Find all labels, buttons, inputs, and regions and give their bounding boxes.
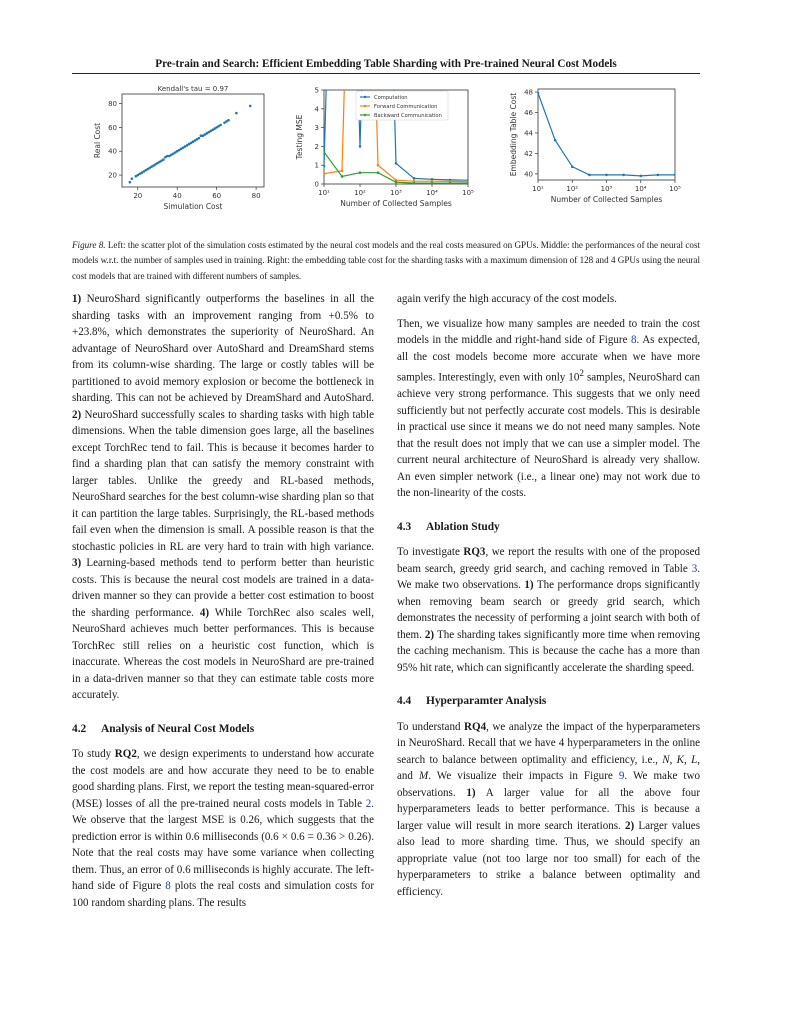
y-tick-label: 5: [314, 86, 319, 95]
running-header: Pre-train and Search: Efficient Embedding Table Sharding with Pre-trained Neural Cost Models: [155, 58, 617, 70]
x-tick-label: 10²: [354, 189, 366, 197]
series-point: [449, 182, 452, 185]
series-point: [639, 175, 642, 178]
caption-text: Left: the scatter plot of the simulation costs estimated by the neural cost models and the real costs measured on GPUs. Middle: the performances of the neural cost models w.r.t. the number of samples used in training. Right: the embedding table cost for the sharding tasks with a maximum dimension of 128 and 4 GPUs using the neural cost models that are trained with different numbers of samples.: [72, 240, 701, 281]
series-point: [377, 171, 380, 174]
chart-scatter-real-vs-simulation: [92, 84, 272, 212]
section-title: Analysis of Neural Cost Models: [101, 722, 255, 735]
series-point: [467, 182, 470, 185]
paragraph: again verify the high accuracy of the cost models.: [397, 293, 617, 305]
section-number: 4.3: [397, 520, 412, 533]
chart-title: Kendall's tau = 0.97: [157, 85, 229, 93]
y-axis-label: Real Cost: [93, 122, 102, 159]
figure-caption: [72, 238, 700, 284]
x-tick-label: 20: [133, 192, 143, 200]
x-tick-label: 10⁵: [669, 185, 681, 193]
x-axis-label: Number of Collected Samples: [340, 199, 452, 208]
legend-label: Computation: [374, 95, 408, 101]
series-point: [413, 182, 416, 185]
x-tick-label: 10³: [600, 185, 613, 193]
series-point: [657, 174, 660, 177]
paragraph: To study RQ2, we design experiments to understand how accurate the cost models are and how accurate they need to be to enable good sharding plans. First, we report the testing mean-squared-error (MSE) losses of all the pre-trained neural costs models in Table 2. We observe that the largest MSE is 0.26, which suggests that the prediction error is within 0.6 milliseconds (0.6 × 0.6 = 0.36 > 0.26). Note that the real costs may have some variance when collecting them. Thus, an error of 0.6 milliseconds is highly accurate. The left-hand side of Figure 8 plots the real costs and simulation costs for 100 random sharding plans. The results: [72, 748, 374, 909]
series-point: [359, 171, 362, 174]
x-tick-label: 10¹: [532, 185, 544, 193]
legend-label: Forward Communication: [374, 104, 438, 110]
caption-label: Figure 8.: [72, 240, 106, 250]
y-tick-label: 20: [108, 171, 117, 180]
paragraph: Then, we visualize how many samples are needed to train the cost models in the middle and right-hand side of Figure 8. As expected, all the cost models become more accurate when we have more samples. Interestingly, even with only $10^2$ samples, NeuroShard can achieve very strong performance. This suggests that we only need sufficiently but not perfectly accurate cost models. This is desirable in practical use since it means we do not need many samples. Note that the result does not imply that we can use a simpler model. The current neural architecture of NeuroShard is already very shallow. An even simpler network (i.e., a linear one) may not work due to the non-linearity of the costs.: [397, 317, 700, 500]
series-point: [395, 181, 398, 184]
section-title: Hyperparamter Analysis: [426, 695, 547, 708]
series-point: [413, 177, 416, 180]
x-tick-label: 10⁴: [426, 189, 438, 197]
chart-embedding-table-cost: [505, 84, 695, 212]
plot-area: [537, 92, 677, 177]
y-tick-label: 60: [108, 123, 117, 132]
x-tick-label: 60: [212, 192, 222, 200]
x-tick-label: 10⁴: [634, 185, 647, 193]
x-tick-label: 10¹: [318, 189, 330, 197]
plot-frame: [538, 89, 675, 180]
x-tick-label: 10³: [390, 189, 402, 197]
y-tick-label: 2: [314, 142, 319, 151]
y-tick-label: 4: [314, 105, 319, 114]
x-tick-label: 80: [251, 192, 261, 200]
y-tick-label: 0: [314, 180, 319, 189]
series-point: [377, 164, 380, 167]
y-tick-label: 80: [108, 100, 117, 109]
x-axis-label: Simulation Cost: [163, 202, 223, 211]
y-tick-label: 3: [314, 124, 319, 133]
series-point: [431, 182, 434, 185]
series-point: [571, 165, 574, 168]
y-tick-label: 48: [524, 88, 533, 97]
series-point: [341, 175, 344, 178]
series-point: [323, 172, 326, 175]
section-number: 4.4: [397, 695, 412, 708]
series-point: [622, 174, 625, 177]
series-point: [554, 139, 557, 142]
series-point: [359, 145, 362, 148]
scatter-point: [131, 177, 134, 180]
legend-marker: [364, 114, 366, 116]
y-tick-label: 42: [524, 149, 533, 158]
scatter-point: [227, 119, 230, 122]
legend-marker: [364, 96, 366, 98]
section-heading: [397, 693, 700, 710]
y-tick-label: 1: [314, 161, 319, 170]
scatter-point: [162, 158, 165, 161]
y-tick-label: 40: [108, 147, 117, 156]
legend-marker: [364, 105, 366, 107]
y-tick-label: 40: [524, 170, 533, 179]
section-number: 4.2: [72, 722, 87, 735]
y-axis-label: Embedding Table Cost: [509, 92, 518, 177]
series-point: [395, 162, 398, 165]
series-point: [605, 174, 608, 177]
scatter-point: [219, 124, 222, 127]
right-column: [397, 291, 700, 900]
scatter-point: [129, 181, 132, 184]
x-axis-label: Number of Collected Samples: [550, 195, 663, 204]
series-point: [341, 170, 344, 173]
legend-label: Backward Communication: [374, 113, 442, 119]
section-heading: [72, 721, 374, 738]
y-axis-label: Testing MSE: [295, 114, 304, 160]
series-point: [674, 174, 677, 177]
chart-testing-mse: [295, 84, 485, 212]
scatter-point: [235, 112, 238, 115]
paragraph: 1) NeuroShard significantly outperforms the baselines in all the sharding tasks with an improvement ranging from +0.5% to +23.8%, which demonstrates the superiority of NeuroShard. An advantage of NeuroShard over AutoShard and DreamShard stems from its column-wise sharding. The large or costly tables will be partitioned to avoid memory explosion or become the bottleneck in sharding. This can not be achieved by DreamShard and AutoShard. 2) NeuroShard successfully scales to sharding tasks with high table dimensions. When the table dimension goes large, all the baselines except TorchRec tend to fail. This is because it becomes harder to find a sharding plan that can satisfy the memory constraint with larger tables. Unlike the greedy and RL-based methods, NeuroShard searches for the best column-wise sharding plan so that it can partition the large tables. Surprisingly, the RL-based methods fail even when the dimension is small. A possible reason is that the stochastic policies in RL are very hard to train with high variance. 3) Learning-based methods tend to perform better than heuristic costs. This is because the neural cost models are trained in a data-driven manner so they can provide a better cost estimation to boost the sharding performance. 4) While TorchRec also scales well, NeuroShard achieves much better performances. This is because TorchRec still relies on a heuristic cost function, which is inaccurate. Whereas the cost models in NeuroShard are pre-trained in a data-driven manner so that they can estimate table costs more accurately.: [72, 293, 374, 701]
left-column: [72, 291, 374, 911]
x-tick-label: 10⁵: [462, 189, 474, 197]
section-title: Ablation Study: [426, 520, 500, 533]
scatter-point: [249, 105, 252, 108]
y-tick-label: 44: [524, 129, 533, 138]
section-heading: [397, 519, 700, 536]
series-point: [588, 174, 591, 177]
x-tick-label: 10²: [566, 185, 579, 193]
y-tick-label: 46: [524, 109, 533, 118]
paragraph: To investigate RQ3, we report the results with one of the proposed beam search, greedy grid search, and caching removed in Table 3. We make two observations. 1) The performance drops significantly when removing beam search or greedy grid search, which demonstrates the necessity of performing a joint search with both of them. 2) The sharding takes significantly more time when removing the caching mechanism. This is because the cache has a more than 95% hit rate, which can significantly accelerate the sharding speed.: [397, 546, 700, 674]
header-rule: [72, 73, 700, 74]
paragraph: To understand RQ4, we analyze the impact of the hyperparameters in NeuroShard. Recall that we have 4 hyperparameters in the online search to balance between optimality and efficiency, i.e., N, K, L, and M. We visualize their impacts in Figure 9. We make two observations. 1) A larger value for all the above four hyperparameters leads to better performance. This is because a larger value will result in more search iterations. 2) Larger values also lead to more sharding time. Thus, we should specify an appropriate value (not too large nor too small) for each of the hyperparameters to strike a balance between optimality and efficiency.: [397, 720, 700, 898]
series-line: [538, 93, 675, 176]
x-tick-label: 40: [172, 192, 182, 200]
scatter-point: [198, 137, 201, 140]
series-point: [323, 151, 326, 154]
